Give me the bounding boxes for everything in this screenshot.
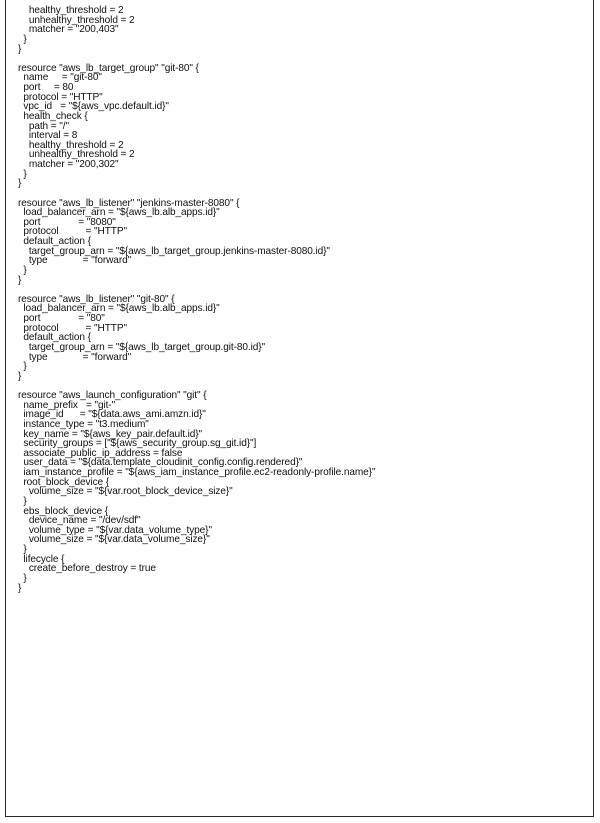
code-line: port = "8080" <box>18 216 116 228</box>
code-line: } <box>18 168 27 180</box>
code-line: name = "git-80" <box>18 72 102 84</box>
code-line: default_action { <box>18 236 91 247</box>
code-line: iam_instance_profile = "${aws_iam_instance_profile.ec2-readonly-profile.name}" <box>18 467 376 478</box>
code-line: resource "aws_lb_listener" "jenkins-master-8080" { <box>18 197 240 209</box>
code-line: } <box>18 495 27 507</box>
code-line: default_action { <box>18 332 91 344</box>
code-line: resource "aws_lb_target_group" "git-80" { <box>18 62 199 74</box>
code-line: } <box>18 544 27 555</box>
code-line: health_check { <box>18 110 88 122</box>
code-line: user_data = "${data.template_cloudinit_config.config.rendered}" <box>18 457 303 469</box>
code-line: unhealthy_threshold = 2 <box>18 14 135 26</box>
code-line: protocol = "HTTP" <box>18 322 127 334</box>
code-line: create_before_destroy = true <box>18 563 156 575</box>
code-line: } <box>18 582 22 594</box>
code-line: healthy_threshold = 2 <box>18 5 124 16</box>
code-listing <box>18 6 596 593</box>
code-line: resource "aws_lb_listener" "git-80" { <box>18 293 175 305</box>
code-line: security_groups = ["${aws_security_group.sg_git.id}"] <box>18 438 257 450</box>
code-line: matcher = "200,403" <box>18 24 119 36</box>
code-line: target_group_arn = "${aws_lb_target_group.git-80.id}" <box>18 341 265 353</box>
code-line: interval = 8 <box>18 130 78 142</box>
code-line: resource "aws_launch_configuration" "git" { <box>18 390 207 401</box>
code-line: type = "forward" <box>18 351 132 363</box>
code-line: lifecycle { <box>18 553 65 565</box>
code-line: load_balancer_arn = "${aws_lb.alb_apps.id}" <box>18 207 220 219</box>
code-line: } <box>18 43 22 55</box>
code-line: } <box>18 178 22 190</box>
code-line: healthy_threshold = 2 <box>18 139 124 151</box>
code-line: ebs_block_device { <box>18 505 109 517</box>
document-frame <box>5 0 594 817</box>
code-line: device_name = "/dev/sdf" <box>18 515 141 527</box>
code-line: volume_size = "${var.data_volume_size}" <box>18 534 210 546</box>
code-line: } <box>18 274 22 286</box>
code-line: matcher = "200,302" <box>18 159 119 170</box>
code-line: load_balancer_arn = "${aws_lb.alb_apps.id}" <box>18 303 220 315</box>
code-line: } <box>18 33 27 45</box>
code-line: path = "/" <box>18 120 69 132</box>
code-line: associate_public_ip_address = false <box>18 447 183 459</box>
code-line: port = "80" <box>18 313 105 324</box>
code-line: name_prefix = "git-" <box>18 399 116 411</box>
code-line: key_name = "${aws_key_pair.default.id}" <box>18 428 203 440</box>
code-line: image_id = "${data.aws_ami.amzn.id}" <box>18 409 206 421</box>
code-line: root_block_device { <box>18 476 110 488</box>
code-line: protocol = "HTTP" <box>18 91 103 103</box>
code-line: type = "forward" <box>18 255 132 267</box>
code-line: protocol = "HTTP" <box>18 226 127 238</box>
code-line: port = 80 <box>18 82 74 93</box>
code-line: volume_type = "${var.data_volume_type}" <box>18 524 212 536</box>
code-line: } <box>18 572 27 584</box>
code-line: volume_size = "${var.root_block_device_size}" <box>18 486 233 498</box>
code-line: } <box>18 264 27 276</box>
code-line: } <box>18 370 22 382</box>
code-line: instance_type = "t3.medium" <box>18 418 149 430</box>
code-line: target_group_arn = "${aws_lb_target_group.jenkins-master-8080.id}" <box>18 245 330 257</box>
code-line: vpc_id = "${aws_vpc.default.id}" <box>18 101 169 113</box>
code-line: } <box>18 361 27 373</box>
code-line: unhealthy_threshold = 2 <box>18 149 135 161</box>
